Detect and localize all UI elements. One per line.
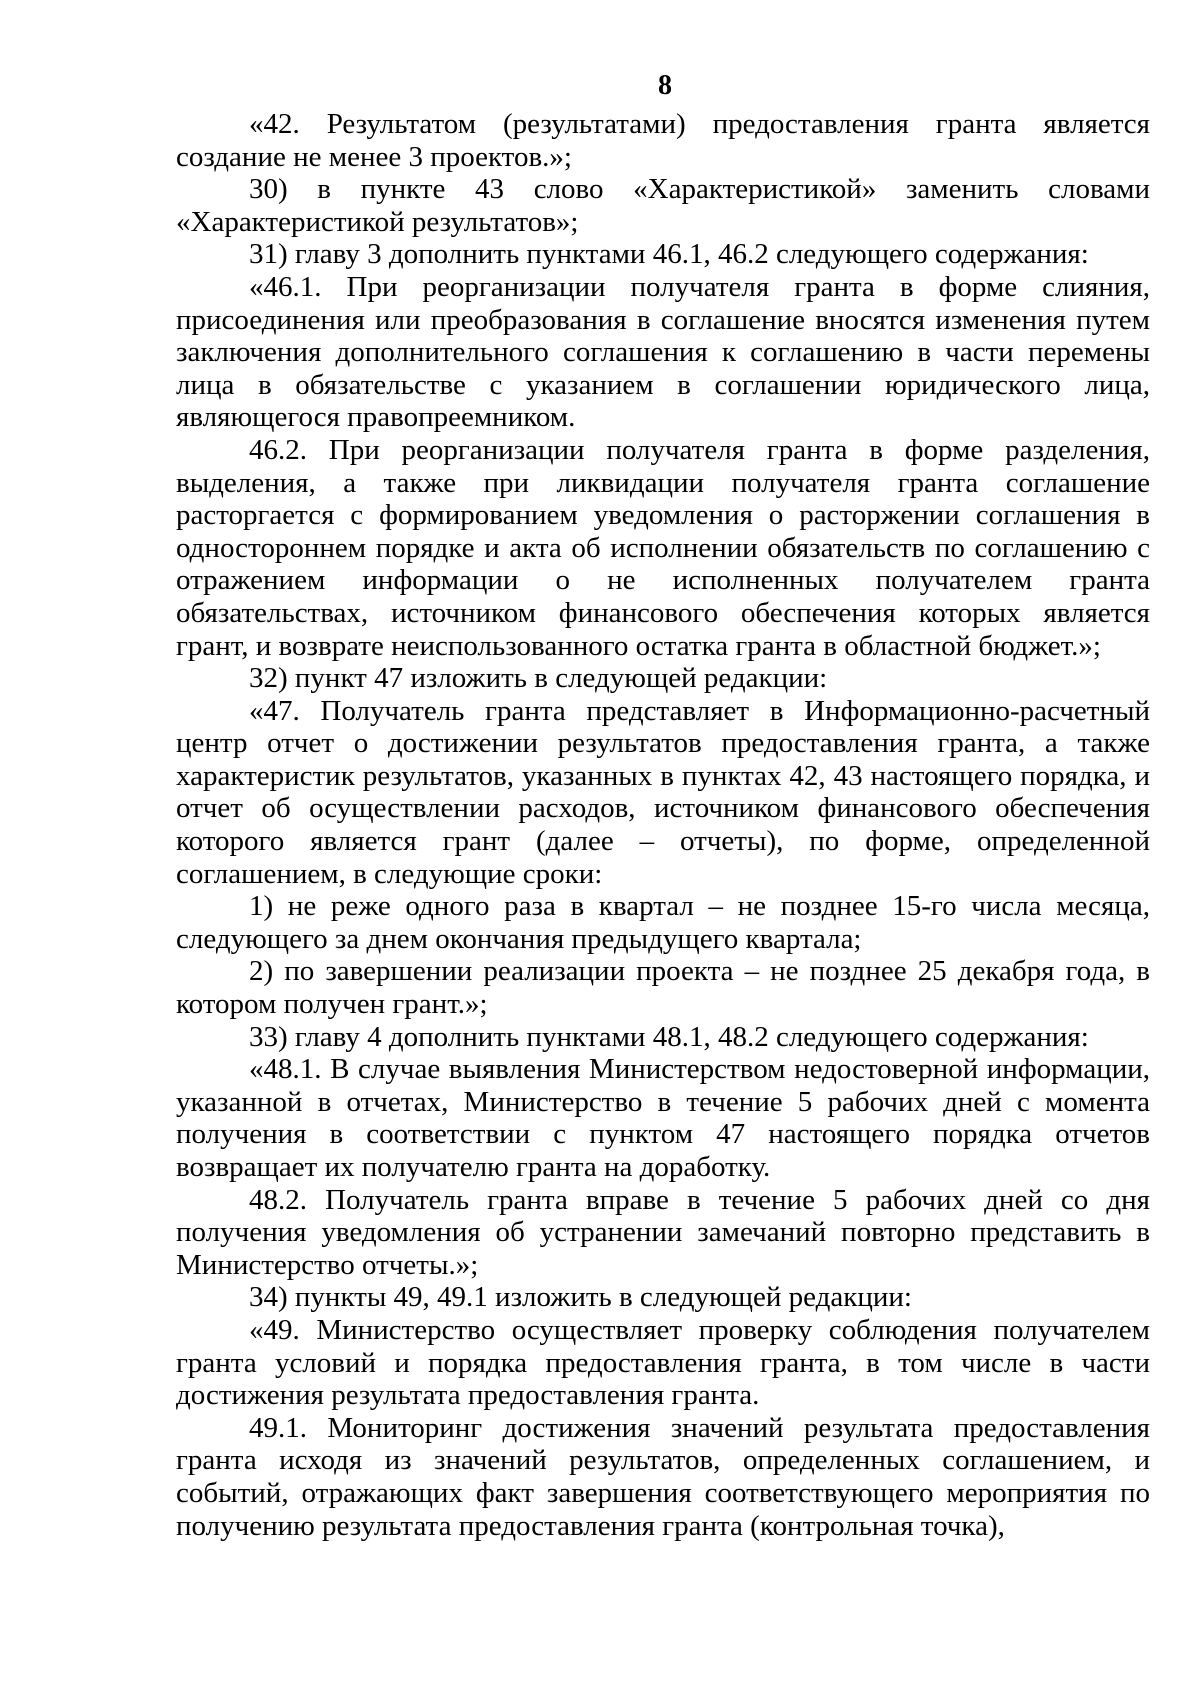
paragraph-amendment-33: 33) главу 4 дополнить пунктами 48.1, 48.2 следующего содержания: — [249, 1020, 1089, 1053]
paragraph-amendment-32: 32) пункт 47 изложить в следующей редакции: — [249, 662, 828, 695]
paragraph-item-46-1: «46.1. При реорганизации получателя гранта в форме слияния, присоединения или преобразования в соглашение вносятся изменения путем заключения дополнительного соглашения к соглашению в части перемены лица в обязательстве с указанием в соглашении юридического лица, являющегося правопреемником. — [176, 270, 1150, 434]
document-body — [176, 108, 1150, 1542]
paragraph-item-49: «49. Министерство осуществляет проверку соблюдения получателем гранта условий и порядка предоставления гранта, в том числе в части достижения результата предоставления гранта. — [176, 1313, 1150, 1412]
paragraph-item-46-2: 46.2. При реорганизации получателя гранта в форме разделения, выделения, а также при ликвидации получателя гранта соглашение расторгается с формированием уведомления о расторжении соглашения в одностороннем порядке и акта об исполнении обязательств по соглашению с отражением информации о не исполненных получателем гранта обязательствах, источником финансового обеспечения которых является грант, и возврате неиспользованного остатка гранта в областной бюджет.»; — [176, 433, 1150, 662]
paragraph-amendment-30: 30) в пункте 43 слово «Характеристикой» заменить словами «Характеристикой результатов»; — [176, 173, 1150, 238]
paragraph-item-42: «42. Результатом (результатами) предоставления гранта является создание не менее 3 проектов.»; — [176, 108, 1150, 173]
paragraph-item-47-sub-1: 1) не реже одного раза в квартал – не позднее 15-го числа месяца, следующего за днем окончания предыдущего квартала; — [176, 890, 1150, 955]
paragraph-item-47-sub-2: 2) по завершении реализации проекта – не позднее 25 декабря года, в котором получен грант.»; — [176, 955, 1150, 1021]
paragraph-item-47: «47. Получатель гранта представляет в Информационно-расчетный центр отчет о достижении результатов предоставления гранта, а также характеристик результатов, указанных в пунктах 42, 43 настоящего порядка, и отчет об осуществлении расходов, источником финансового обеспечения которого является грант (далее – отчеты), по форме, определенной соглашением, в следующие сроки: — [176, 694, 1150, 890]
paragraph-item-48-1: «48.1. В случае выявления Министерством недостоверной информации, указанной в отчетах, Министерство в течение 5 рабочих дней с момента получения в соответствии с пунктом 47 настоящего порядка отчетов возвращает их получателю гранта на доработку. — [176, 1053, 1150, 1183]
paragraph-item-48-2: 48.2. Получатель гранта вправе в течение 5 рабочих дней со дня получения уведомления об устранении замечаний повторно представить в Министерство отчеты.»; — [176, 1183, 1150, 1281]
paragraph-item-49-1: 49.1. Мониторинг достижения значений результата предоставления гранта исходя из значений результатов, определенных соглашением, и событий, отражающих факт завершения соответствующего мероприятия по получению результата предоставления гранта (контрольная точка), — [176, 1411, 1150, 1542]
paragraph-amendment-34: 34) пункты 49, 49.1 изложить в следующей редакции: — [249, 1281, 912, 1314]
paragraph-amendment-31: 31) главу 3 дополнить пунктами 46.1, 46.2 следующего содержания: — [249, 238, 1089, 271]
page-number: 8 — [658, 70, 672, 101]
